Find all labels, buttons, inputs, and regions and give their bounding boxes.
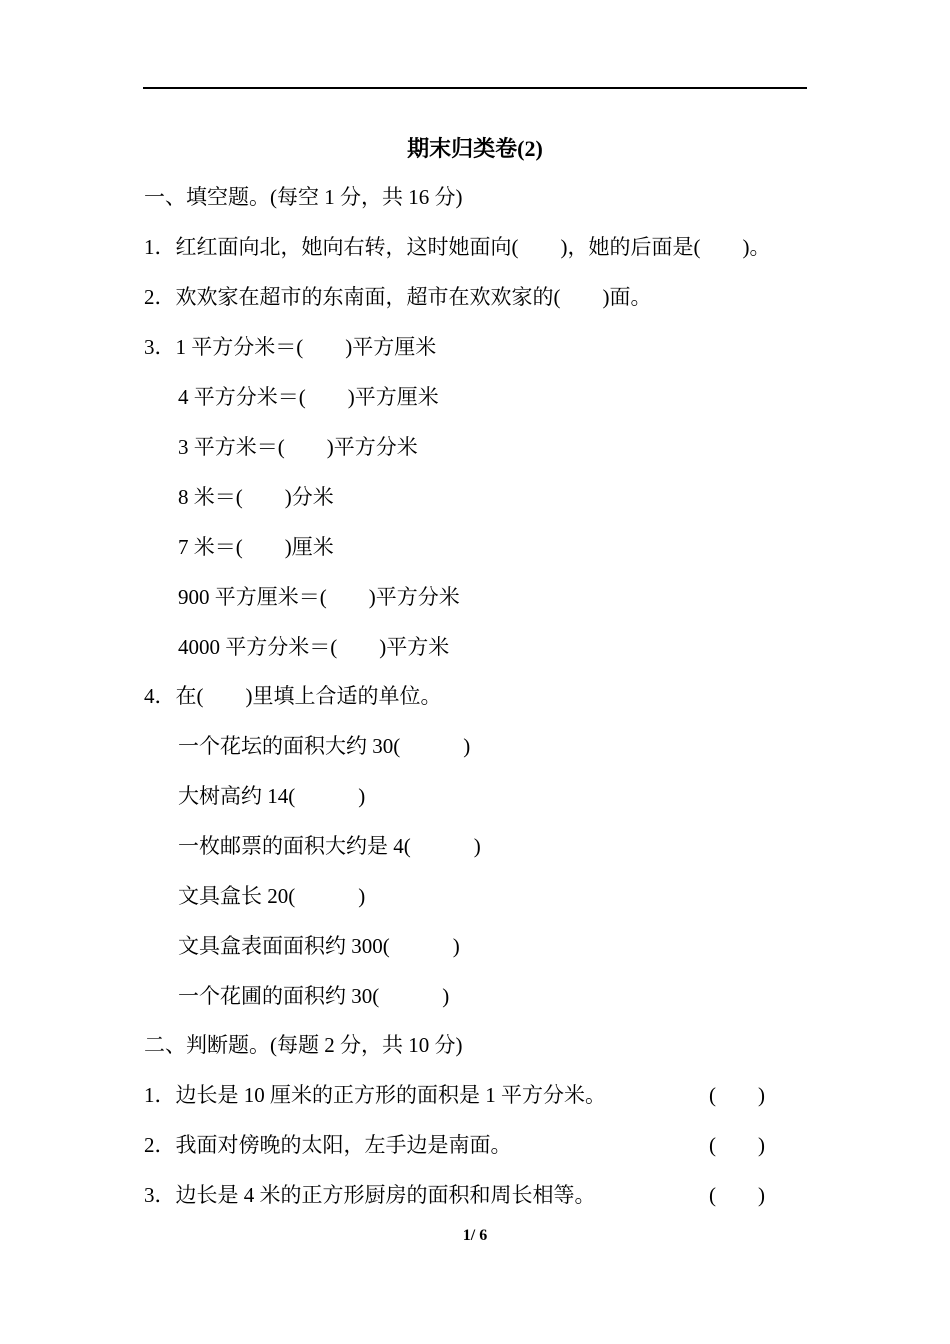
- question-3-line-6: 900 平方厘米＝( )平方分米: [178, 585, 460, 609]
- question-1: 1．红红面向北，她向右转，这时她面向( )，她的后面是( )。: [144, 235, 771, 259]
- page-title: 期末归类卷(2): [407, 136, 543, 161]
- question-4-item-4: 文具盒长 20( ): [178, 884, 366, 908]
- judgement-answer-blank-1: ( ): [709, 1083, 765, 1107]
- judgement-item-2: 2．我面对傍晚的太阳，左手边是南面。: [144, 1133, 512, 1157]
- question-4-item-3: 一枚邮票的面积大约是 4( ): [178, 834, 481, 858]
- question-4-item-1: 一个花坛的面积大约 30( ): [178, 734, 471, 758]
- header-rule: [143, 87, 807, 89]
- judgement-item-1: 1．边长是 10 厘米的正方形的面积是 1 平方分米。: [144, 1083, 606, 1107]
- question-3-line-2: 4 平方分米＝( )平方厘米: [178, 385, 439, 409]
- question-3-line-1: 3．1 平方分米＝( )平方厘米: [144, 335, 437, 359]
- question-4-item-5: 文具盒表面面积约 300( ): [178, 934, 460, 958]
- section2-heading: 二、判断题。(每题 2 分，共 10 分): [144, 1033, 463, 1057]
- judgement-answer-blank-2: ( ): [709, 1133, 765, 1157]
- question-4-prompt: 4．在( )里填上合适的单位。: [144, 684, 442, 708]
- judgement-answer-blank-3: ( ): [709, 1183, 765, 1207]
- question-2: 2．欢欢家在超市的东南面，超市在欢欢家的( )面。: [144, 285, 652, 309]
- question-3-line-4: 8 米＝( )分米: [178, 485, 334, 509]
- page-number: 1/ 6: [462, 1227, 488, 1244]
- question-3-line-3: 3 平方米＝( )平方分米: [178, 435, 418, 459]
- question-4-item-2: 大树高约 14( ): [178, 784, 366, 808]
- question-4-item-6: 一个花圃的面积约 30( ): [178, 984, 450, 1008]
- section1-heading: 一、填空题。(每空 1 分，共 16 分): [144, 185, 463, 209]
- judgement-item-3: 3．边长是 4 米的正方形厨房的面积和周长相等。: [144, 1183, 596, 1207]
- question-3-line-5: 7 米＝( )厘米: [178, 535, 334, 559]
- question-3-line-7: 4000 平方分米＝( )平方米: [178, 635, 450, 659]
